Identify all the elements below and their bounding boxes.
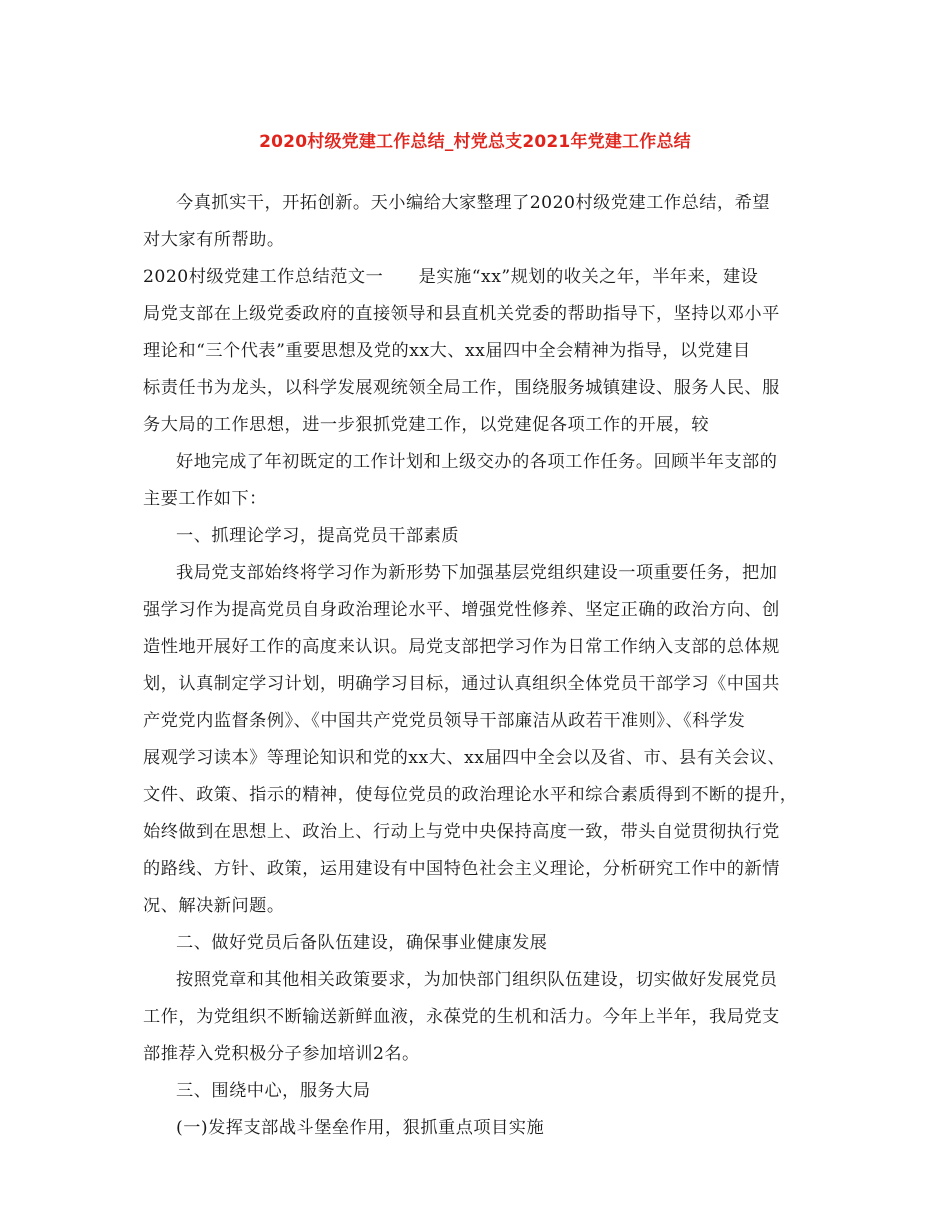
paragraph-line: 部推荐入党积极分子参加培训2名。 [143,1044,420,1064]
paragraph-line: 对大家有所帮助。 [143,230,285,250]
paragraph-line: 的路线、方针、政策，运用建设有中国特色社会主义理论，分析研究工作中的新情 [143,859,780,879]
paragraph-line: 划，认真制定学习计划，明确学习目标，通过认真组织全体党员干部学习《中国共 [143,674,780,694]
paragraph-line: 展观学习读本》等理论知识和党的xx大、xx届四中全会以及省、市、县有关会议、 [143,748,786,768]
paragraph-line: 务大局的工作思想，进一步狠抓党建工作，以党建促各项工作的开展，较 [143,415,710,435]
paragraph-line: 按照党章和其他相关政策要求，为加快部门组织队伍建设，切实做好发展党员 [176,970,778,990]
paragraph-line: 好地完成了年初既定的工作计划和上级交办的各项工作任务。回顾半年支部的 [176,452,778,472]
document-title: 2020村级党建工作总结_村党总支2021年党建工作总结 [259,132,691,152]
paragraph-line: 文件、政策、指示的精神，使每位党员的政治理论水平和综合素质得到不断的提升， [143,785,798,805]
paragraph-line: 造性地开展好工作的高度来认识。局党支部把学习作为日常工作纳入支部的总体规 [143,637,780,657]
paragraph-line: 况、解决新问题。 [143,896,285,916]
section-heading: 二、做好党员后备队伍建设，确保事业健康发展 [176,933,548,953]
paragraph-line: 产党党内监督条例》、《中国共产党党员领导干部廉洁从政若干准则》、《科学发 [143,711,746,731]
paragraph-line: 强学习作为提高党员自身政治理论水平、增强党性修养、坚定正确的政治方向、创 [143,600,780,620]
paragraph-line: 我局党支部始终将学习作为新形势下加强基层党组织建设一项重要任务，把加 [176,563,778,583]
paragraph-line: 标责任书为龙头，以科学发展观统领全局工作，围绕服务城镇建设、服务人民、服 [143,378,780,398]
paragraph-line: 今真抓实干，开拓创新。天小编给大家整理了2020村级党建工作总结，希望 [176,193,771,213]
section-heading: 三、围绕中心，服务大局 [176,1081,371,1101]
paragraph-line: 理论和“三个代表”重要思想及党的xx大、xx届四中全会精神为指导，以党建目 [143,341,751,361]
paragraph-line: 始终做到在思想上、政治上、行动上与党中央保持高度一致，带头自觉贯彻执行党 [143,822,780,842]
subsection-heading: (一)发挥支部战斗堡垒作用，狠抓重点项目实施 [176,1118,545,1138]
paragraph-line: 工作，为党组织不断输送新鲜血液，永葆党的生机和活力。今年上半年，我局党支 [143,1007,780,1027]
paragraph-line: 局党支部在上级党委政府的直接领导和县直机关党委的帮助指导下，坚持以邓小平 [143,304,780,324]
paragraph-line: 主要工作如下： [143,489,267,509]
paragraph-line: 2020村级党建工作总结范文一 是实施“xx”规划的收关之年，半年来，建设 [143,267,759,287]
section-heading: 一、抓理论学习，提高党员干部素质 [176,526,460,546]
